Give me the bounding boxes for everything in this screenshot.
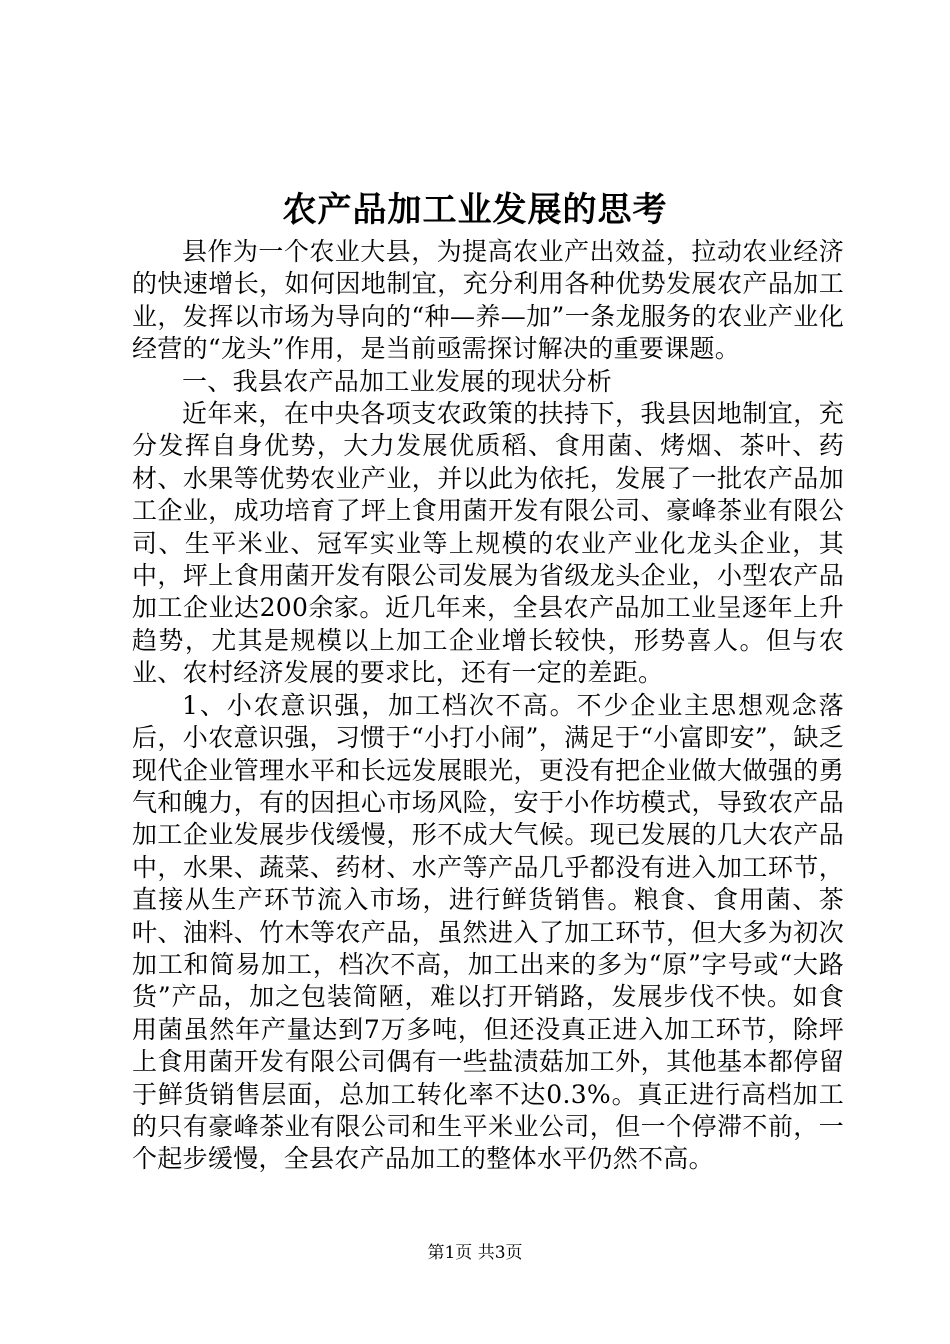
status-paragraph: 近年来，在中央各项支农政策的扶持下，我县因地制宜，充分发挥自身优势，大力发展优质稻、食用菌、烤烟、茶叶、药材、水果等优势农业产业，并以此为依托，发展了一批农产品加工企业，成功培育了坪上食用菌开发有限公司、豪峰茶业有限公司、生平米业、冠军实业等上规模的农业产业化龙头企业，其中，坪上食用菌开发有限公司发展为省级龙头企业，小型农产品加工企业达200余家。近几年来，全县农产品加工业呈逐年上升趋势，尤其是规模以上加工企业增长较快，形势喜人。但与农业、农村经济发展的要求比，还有一定的差距。 (132, 399, 844, 688)
page-footer: 第1页 共3页 (427, 1243, 523, 1263)
document-body (132, 236, 844, 1176)
point-one-paragraph: 1、小农意识强，加工档次不高。不少企业主思想观念落后，小农意识强，习惯于“小打小闹”，满足于“小富即安”，缺乏现代企业管理水平和长远发展眼光，更没有把企业做大做强的勇气和魄力，有的因担心市场风险，安于小作坊模式，导致农产品加工企业发展步伐缓慢，形不成大气候。现已发展的几大农产品中，水果、蔬菜、药材、水产等产品几乎都没有进入加工环节，直接从生产环节流入市场，进行鲜货销售。粮食、食用菌、茶叶、油料、竹木等农产品，虽然进入了加工环节，但大多为初次加工和简易加工，档次不高，加工出来的多为“原”字号或“大路货”产品，加之包装简陋，难以打开销路，发展步伐不快。如食用菌虽然年产量达到7万多吨，但还没真正进入加工环节，除坪上食用菌开发有限公司偶有一些盐渍菇加工外，其他基本都停留于鲜货销售层面，总加工转化率不达0.3%。真正进行高档加工的只有豪峰茶业有限公司和生平米业公司，但一个停滞不前，一个起步缓慢，全县农产品加工的整体水平仍然不高。 (132, 690, 844, 1174)
intro-paragraph: 县作为一个农业大县，为提高农业产出效益，拉动农业经济的快速增长，如何因地制宜，充分利用各种优势发展农产品加工业，发挥以市场为导向的“种—养—加”一条龙服务的农业产业化经营的“龙头”作用，是当前亟需探讨解决的重要课题。 (132, 237, 844, 364)
document-title: 农产品加工业发展的思考 (282, 190, 668, 230)
section-heading: 一、我县农产品加工业发展的现状分析 (182, 366, 613, 396)
